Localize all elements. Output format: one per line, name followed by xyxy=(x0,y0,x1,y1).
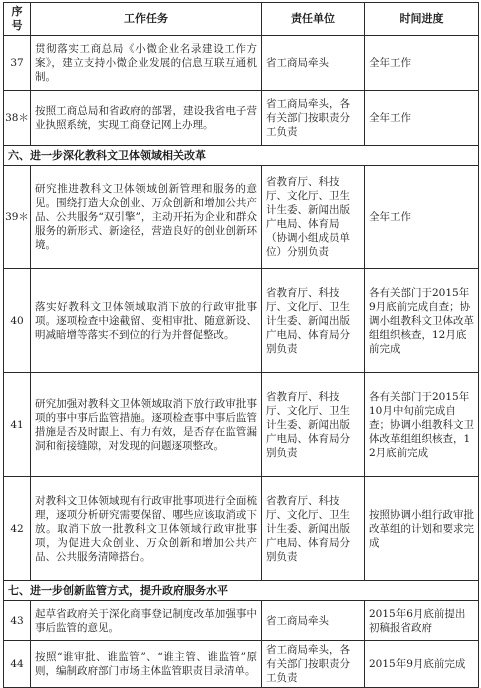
row-schedule: 全年工作 xyxy=(365,36,479,91)
row-task: 按照工商总局和省政府的部署，建设我省电子营业执照系统，实现工商登记网上办理。 xyxy=(31,91,262,146)
row-num: 42 xyxy=(4,477,31,581)
row-task: 对教科文卫体领域现有行政审批事项进行全面梳理，逐项分析研究需要保留、哪些应该取消或下放。取消下放一批教科文卫体领域行政审批事项，为促进大众创业、万众创新和增加公共产品、公共服务清障搭台。 xyxy=(31,477,262,581)
row-task: 贯彻落实工商总局《小微企业名录建设工作方案》，建立支持小微企业发展的信息互联互通机制。 xyxy=(31,36,262,91)
row-unit: 省教育厅、科技厅、文化厅、卫生计生委、新闻出版广电局、体育局分别负责 xyxy=(262,269,365,373)
table-row xyxy=(4,166,479,269)
row-unit: 省工商局牵头 xyxy=(262,601,365,641)
row-num: 38＊ xyxy=(4,91,31,146)
row-num: 40 xyxy=(4,269,31,373)
table-row xyxy=(4,36,479,91)
row-schedule: 全年工作 xyxy=(365,166,479,269)
header-num: 序号 xyxy=(4,3,31,36)
row-schedule: 按照协调小组行政审批改革组的计划和要求完成 xyxy=(365,477,479,581)
row-unit: 省工商局牵头，各有关部门按职责分工负责 xyxy=(262,641,365,688)
table-row xyxy=(4,477,479,581)
row-task: 落实好教科文卫体领域取消下放的行政审批事项。逐项检查中途截留、变相审批、随意新设、明减暗增等落实不到位的行为并督促整改。 xyxy=(31,269,262,373)
row-task: 研究加强对教科文卫体领域取消下放行政审批事项的事中事后监管措施。逐项检查事中事后监管措施是否及时跟上、有力有效，是否存在监管漏洞和衔接缝隙，对发现的问题逐项整改。 xyxy=(31,373,262,477)
row-unit: 省工商局牵头，各有关部门按职责分工负责 xyxy=(262,91,365,146)
row-schedule: 各有关部门于2015年9月底前完成自查；协调小组教科文卫体改革组组织核查，12月底前完成 xyxy=(365,269,479,373)
table-header-row xyxy=(4,3,479,36)
header-task: 工作任务 xyxy=(31,3,262,36)
row-task: 研究推进教科文卫体领域创新管理和服务的意见。围绕打造大众创业、万众创新和增加公共产品、公共服务“双引擎”，主动开拓为企业和群众服务的新形式、新途径，营造良好的创业创新环境。 xyxy=(31,166,262,269)
section-row xyxy=(4,146,479,166)
table-row xyxy=(4,91,479,146)
row-schedule: 2015年9月底前完成 xyxy=(365,641,479,688)
row-unit: 省教育厅、科技厅、文化厅、卫生计生委、新闻出版广电局、体育局（协调小组成员单位）分别负责 xyxy=(262,166,365,269)
table-row xyxy=(4,373,479,477)
row-unit: 省教育厅、科技厅、文化厅、卫生计生委、新闻出版广电局、体育局分别负责 xyxy=(262,373,365,477)
row-num: 37 xyxy=(4,36,31,91)
row-task: 按照“谁审批、谁监管”、“谁主管、谁监管”原则，编制政府部门市场主体监管职责目录清单。 xyxy=(31,641,262,688)
row-num: 39＊ xyxy=(4,166,31,269)
table-row xyxy=(4,269,479,373)
row-num: 41 xyxy=(4,373,31,477)
table-row xyxy=(4,601,479,641)
row-num: 43 xyxy=(4,601,31,641)
row-num: 44 xyxy=(4,641,31,688)
row-schedule: 2015年6月底前提出初稿报省政府 xyxy=(365,601,479,641)
table-row xyxy=(4,641,479,688)
header-schedule: 时间进度 xyxy=(365,3,479,36)
row-schedule: 各有关部门于2015年10月中旬前完成自查；协调小组教科文卫体改革组组织核查，12月底前完成 xyxy=(365,373,479,477)
section-row xyxy=(4,581,479,601)
row-schedule: 全年工作 xyxy=(365,91,479,146)
section-heading: 六、进一步深化教科文卫体领域相关改革 xyxy=(4,146,479,166)
row-task: 起草省政府关于深化商事登记制度改革加强事中事后监管的意见。 xyxy=(31,601,262,641)
row-unit: 省工商局牵头 xyxy=(262,36,365,91)
header-unit: 责任单位 xyxy=(262,3,365,36)
task-table xyxy=(3,2,479,688)
row-unit: 省教育厅、科技厅、文化厅、卫生计生委、新闻出版广电局、体育局分别负责 xyxy=(262,477,365,581)
section-heading: 七、进一步创新监管方式，提升政府服务水平 xyxy=(4,581,479,601)
